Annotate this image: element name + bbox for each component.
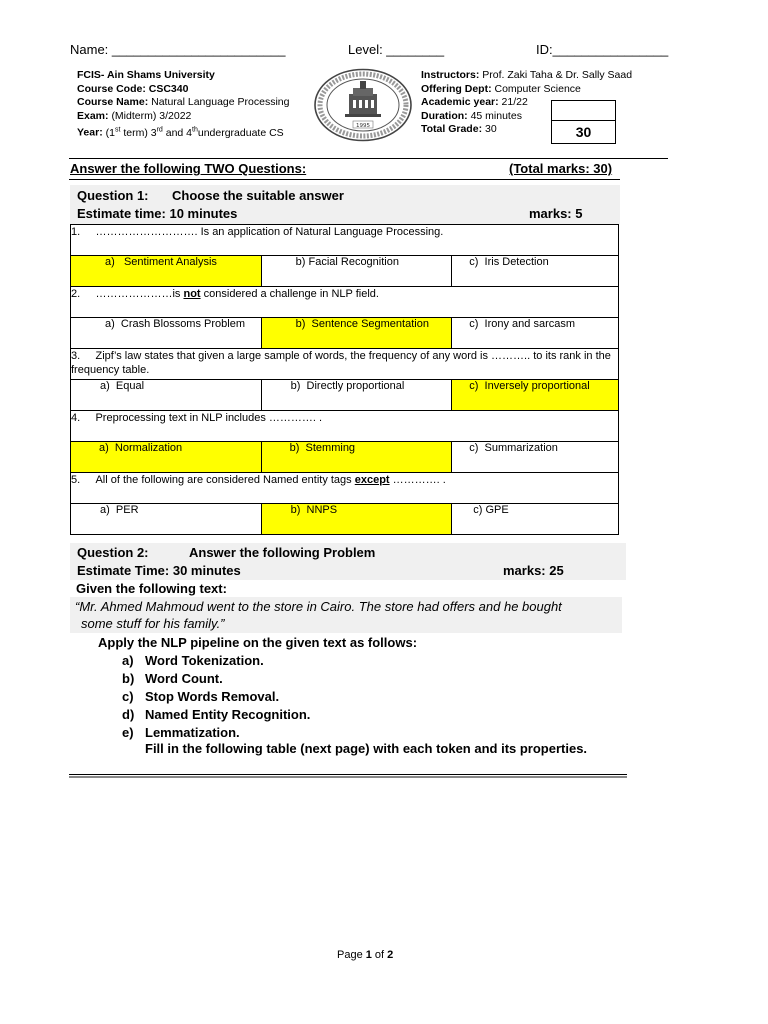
q1-header xyxy=(70,185,620,224)
seal-year: 1995 xyxy=(356,123,370,129)
grade-box: 30 xyxy=(551,120,616,144)
q2-fill-instruction: Fill in the following table (next page) with each token and its properties. xyxy=(145,741,588,756)
grade-box-top xyxy=(551,100,616,121)
q1-4-option-b[interactable]: b) Stemming xyxy=(261,442,452,473)
name-field: Name: ________________________ xyxy=(70,42,286,57)
step-item: e) Lemmatization. xyxy=(122,725,240,740)
duration-value: 45 minutes xyxy=(470,109,522,122)
q1-4-option-c[interactable]: c) Summarization xyxy=(452,442,619,473)
q1-4-option-a[interactable]: a) Normalization xyxy=(71,442,262,473)
instructors-label: Instructors: xyxy=(421,69,483,81)
q1-2-option-c[interactable]: c) Irony and sarcasm xyxy=(452,318,619,349)
q1-2-option-a[interactable]: a) Crash Blossoms Problem xyxy=(71,318,262,349)
id-field: ID:________________ xyxy=(536,42,669,57)
q2-apply: Apply the NLP pipeline on the given text as follows: xyxy=(98,635,418,650)
instructors-value: Prof. Zaki Taha & Dr. Sally Saad xyxy=(482,69,633,81)
bottom-rule-shadow xyxy=(69,776,627,778)
q2-given: Given the following text: xyxy=(76,581,227,596)
q1-5-option-c[interactable]: c) GPE xyxy=(452,504,619,535)
q1-item-4: 4. Preprocessing text in NLP includes …………. . xyxy=(71,411,619,442)
step-item: a) Word Tokenization. xyxy=(122,653,264,668)
q2-quote-line1: “Mr. Ahmed Mahmoud went to the store in Cairo. The store had offers and he bought xyxy=(75,599,562,614)
q1-item-3: 3. Zipf’s law states that given a large sample of words, the frequency of any word is ……….. to its rank in the frequency table. xyxy=(71,349,619,380)
university: FCIS- Ain Shams University xyxy=(77,69,215,81)
step-item: c) Stop Words Removal. xyxy=(122,689,280,704)
q1-3-option-b[interactable]: b) Directly proportional xyxy=(261,380,452,411)
total-grade-value: 30 xyxy=(484,123,497,135)
duration-label: Duration: xyxy=(421,109,471,122)
q1-1-option-a[interactable]: a) Sentiment Analysis xyxy=(71,256,262,287)
year-label: Year: xyxy=(77,126,106,139)
q1-marks: marks: 5 xyxy=(529,206,583,221)
year-value: (1st term) 3rd and 4thundergraduate CS xyxy=(105,126,284,139)
academic-year-value: 21/22 xyxy=(501,96,528,108)
q1-item-5: 5. All of the following are considered Named entity tags except …………. . xyxy=(71,473,619,504)
q1-subtitle: Choose the suitable answer xyxy=(172,188,344,203)
exam-info-left xyxy=(77,69,307,140)
q1-3-option-a[interactable]: a) Equal xyxy=(71,380,262,411)
q1-item-2: 2. …………………is not considered a challenge in NLP field. xyxy=(71,287,619,318)
exam-value: (Midterm) 3/2022 xyxy=(111,109,192,122)
q2-quote-line2: some stuff for his family.” xyxy=(81,616,225,631)
step-item: d) Named Entity Recognition. xyxy=(122,707,311,722)
total-marks: (Total marks: 30) xyxy=(509,161,613,176)
dept-value: Computer Science xyxy=(494,82,581,95)
exam-label: Exam: xyxy=(77,109,112,122)
q2-steps xyxy=(122,653,310,743)
bottom-rule xyxy=(69,774,627,775)
header-divider xyxy=(69,158,668,159)
q1-5-option-a[interactable]: a) PER xyxy=(71,504,262,535)
course-name-label: Course Name: xyxy=(77,96,152,108)
exam-info-right xyxy=(421,69,651,137)
q2-marks: marks: 25 xyxy=(503,563,564,578)
q1-item-1: 1. ………………………. Is an application of Natural Language Processing. xyxy=(71,225,619,256)
q2-header xyxy=(70,543,626,580)
dept-label: Offering Dept: xyxy=(421,82,495,95)
step-item: b) Word Count. xyxy=(122,671,223,686)
q1-5-option-b[interactable]: b) NNPS xyxy=(261,504,452,535)
q1-1-option-c[interactable]: c) Iris Detection xyxy=(452,256,619,287)
academic-year-label: Academic year: xyxy=(421,96,502,108)
university-seal xyxy=(313,68,413,142)
q2-time: Estimate Time: 30 minutes xyxy=(77,563,241,578)
page-number: Page 1 of 2 xyxy=(337,949,394,961)
q1-2-option-b[interactable]: b) Sentence Segmentation xyxy=(261,318,452,349)
course-name-value: Natural Language Processing xyxy=(151,96,290,108)
q1-time: Estimate time: 10 minutes xyxy=(77,206,238,221)
course-code: Course Code: CSC340 xyxy=(77,82,189,95)
q1-table xyxy=(70,224,619,535)
q2-subtitle: Answer the following Problem xyxy=(189,545,376,560)
instructions-divider xyxy=(69,179,620,180)
q2-title: Question 2: xyxy=(77,545,149,560)
q2-quote xyxy=(70,597,622,633)
total-grade-label: Total Grade: xyxy=(421,123,485,135)
q1-3-option-c[interactable]: c) Inversely proportional xyxy=(452,380,619,411)
q1-1-option-b[interactable]: b) Facial Recognition xyxy=(261,256,452,287)
q1-title: Question 1: xyxy=(77,188,149,203)
instructions-title: Answer the following TWO Questions: xyxy=(70,161,307,176)
level-field: Level: ________ xyxy=(348,42,445,57)
